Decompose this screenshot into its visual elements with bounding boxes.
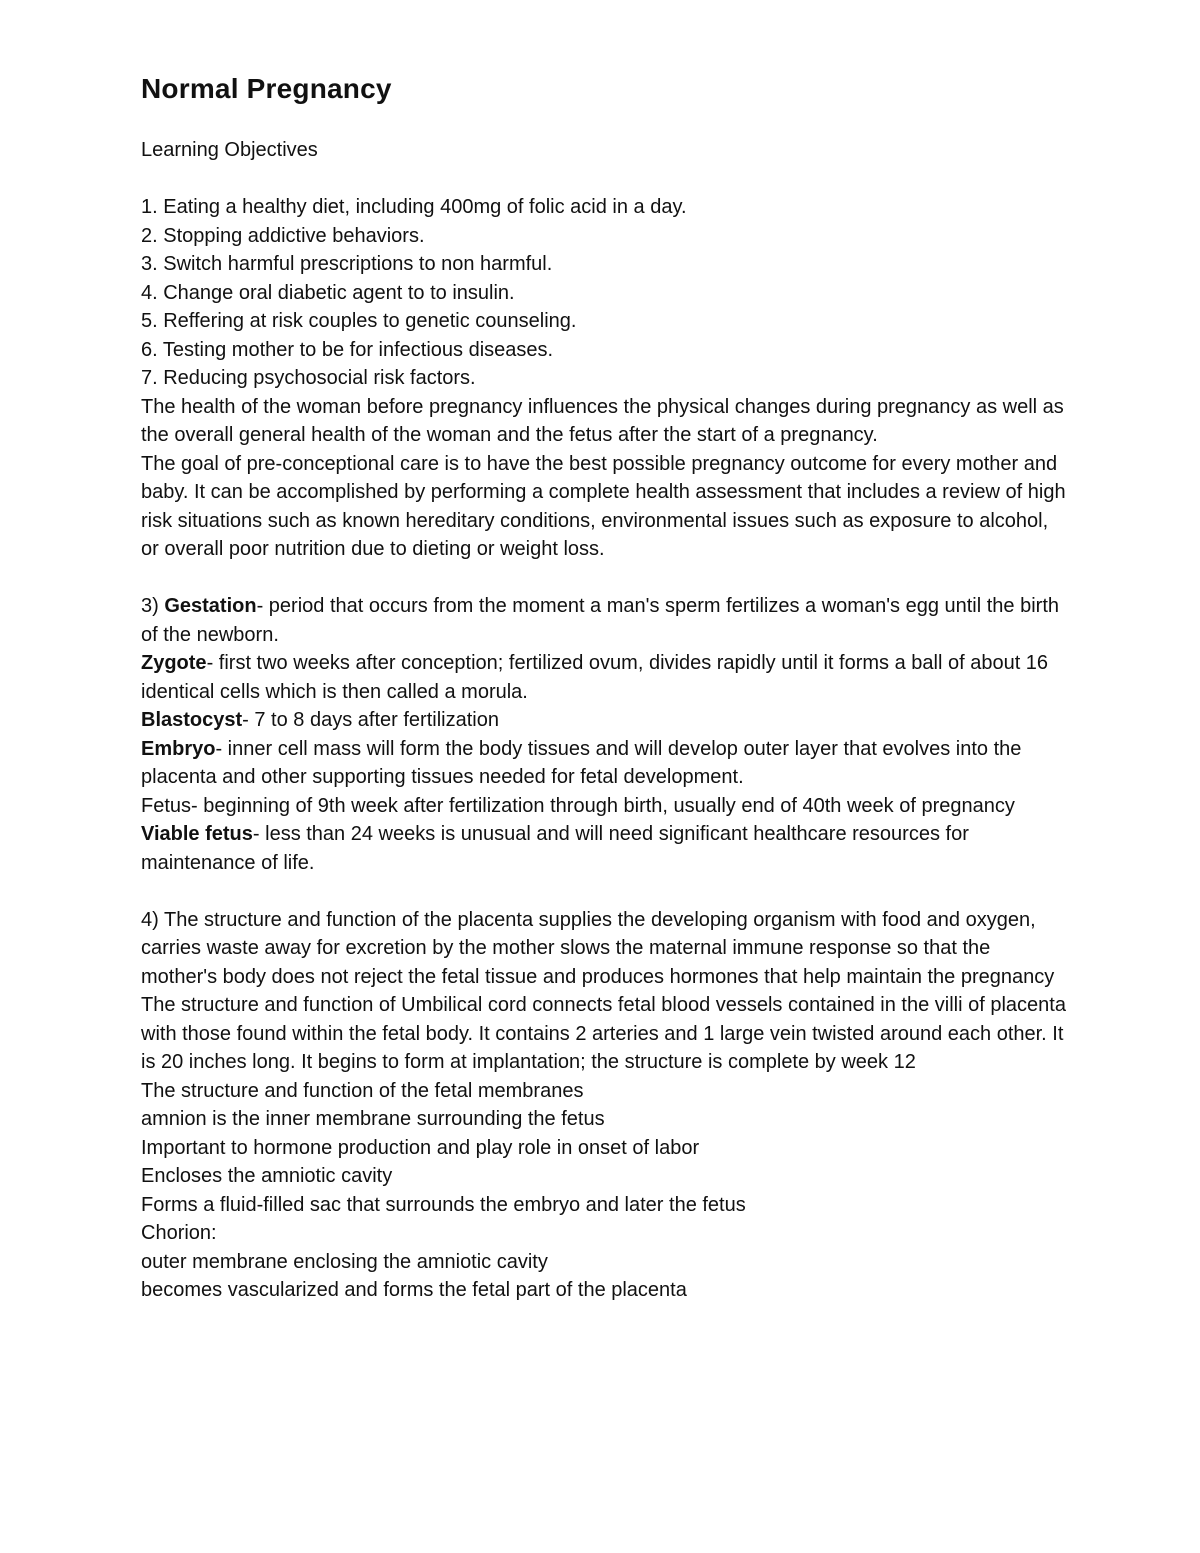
objectives-list bbox=[141, 193, 1071, 393]
term-viable-fetus: Viable fetus bbox=[141, 823, 253, 845]
objective-item: 7. Reducing psychosocial risk factors. bbox=[141, 367, 476, 389]
membranes-line: Important to hormone production and play role in onset of labor bbox=[141, 1136, 700, 1159]
membranes-line: The structure and function of the fetal membranes bbox=[141, 1079, 584, 1102]
zygote-definition bbox=[141, 649, 1071, 706]
membranes-line: Forms a fluid-filled sac that surrounds the embryo and later the fetus bbox=[141, 1193, 746, 1216]
definition-text: - inner cell mass will form the body tissues and will develop outer layer that evolves into the placenta and other supporting tissues needed for fetal development. bbox=[141, 737, 1022, 788]
membranes-line: outer membrane enclosing the amniotic cavity bbox=[141, 1250, 548, 1273]
membranes-line: becomes vascularized and forms the fetal part of the placenta bbox=[141, 1279, 687, 1301]
objective-item: 1. Eating a healthy diet, including 400mg of folic acid in a day. bbox=[141, 196, 687, 218]
section-heading-learning-objectives: Learning Objectives bbox=[141, 139, 318, 161]
term-embryo: Embryo bbox=[141, 737, 216, 760]
viable-fetus-definition bbox=[141, 820, 1071, 877]
objective-item: 5. Reffering at risk couples to genetic counseling. bbox=[141, 310, 577, 332]
blastocyst-definition bbox=[141, 706, 1071, 735]
section-number: 3) bbox=[141, 595, 165, 617]
membranes-line: amnion is the inner membrane surrounding the fetus bbox=[141, 1108, 605, 1130]
term-zygote: Zygote bbox=[141, 652, 207, 674]
term-blastocyst: Blastocyst bbox=[141, 709, 243, 731]
umbilical-cord-paragraph: The structure and function of Umbilical cord connects fetal blood vessels contained in the villi of placenta with those found within the fetal body. It contains 2 arteries and 1 large vein twisted around each other. It is 20 inches long. It begins to form at implantation; the structure is complete by week 12 bbox=[141, 994, 1066, 1073]
embryo-definition bbox=[141, 735, 1071, 792]
spacer bbox=[141, 877, 1071, 906]
definition-text: - less than 24 weeks is unusual and will need significant healthcare resources for maintenance of life. bbox=[141, 823, 969, 874]
fetus-definition: Fetus- beginning of 9th week after fertilization through birth, usually end of 40th week of pregnancy bbox=[141, 794, 1015, 817]
gestation-definition bbox=[141, 592, 1071, 649]
page-title: Normal Pregnancy bbox=[141, 73, 392, 104]
definition-text: - first two weeks after conception; fertilized ovum, divides rapidly until it forms a ball of about 16 identical cells which is then called a morula. bbox=[141, 652, 1049, 703]
membranes-line: Encloses the amniotic cavity bbox=[141, 1165, 393, 1187]
document-page bbox=[141, 70, 1071, 1305]
objective-item: 3. Switch harmful prescriptions to non harmful. bbox=[141, 253, 553, 275]
intro-paragraph: The health of the woman before pregnancy influences the physical changes during pregnancy as well as the overall general health of the woman and the fetus after the start of a pregnancy. bbox=[141, 395, 1064, 446]
term-gestation: Gestation bbox=[164, 595, 257, 617]
spacer bbox=[141, 564, 1071, 593]
objective-item: 2. Stopping addictive behaviors. bbox=[141, 224, 425, 247]
spacer bbox=[141, 165, 1071, 194]
definition-text: - period that occurs from the moment a man's sperm fertilizes a woman's egg until the birth of the newborn. bbox=[141, 595, 1060, 646]
membranes-line: Chorion: bbox=[141, 1222, 217, 1244]
placenta-paragraph: 4) The structure and function of the placenta supplies the developing organism with food and oxygen, carries waste away for excretion by the mother slows the maternal immune response so that the mother's body does not reject the fetal tissue and produces hormones that help maintain the pregnancy bbox=[141, 908, 1055, 988]
intro-paragraph: The goal of pre-conceptional care is to have the best possible pregnancy outcome for every mother and baby. It can be accomplished by performing a complete health assessment that includes a review of high risk situations such as known hereditary conditions, environmental issues such as exposure to alcohol, or overall poor nutrition due to dieting or weight loss. bbox=[141, 452, 1066, 560]
definition-text: - 7 to 8 days after fertilization bbox=[242, 709, 499, 731]
objective-item: 4. Change oral diabetic agent to to insulin. bbox=[141, 281, 515, 304]
objective-item: 6. Testing mother to be for infectious diseases. bbox=[141, 338, 554, 361]
fetal-membranes-list bbox=[141, 1077, 1071, 1305]
